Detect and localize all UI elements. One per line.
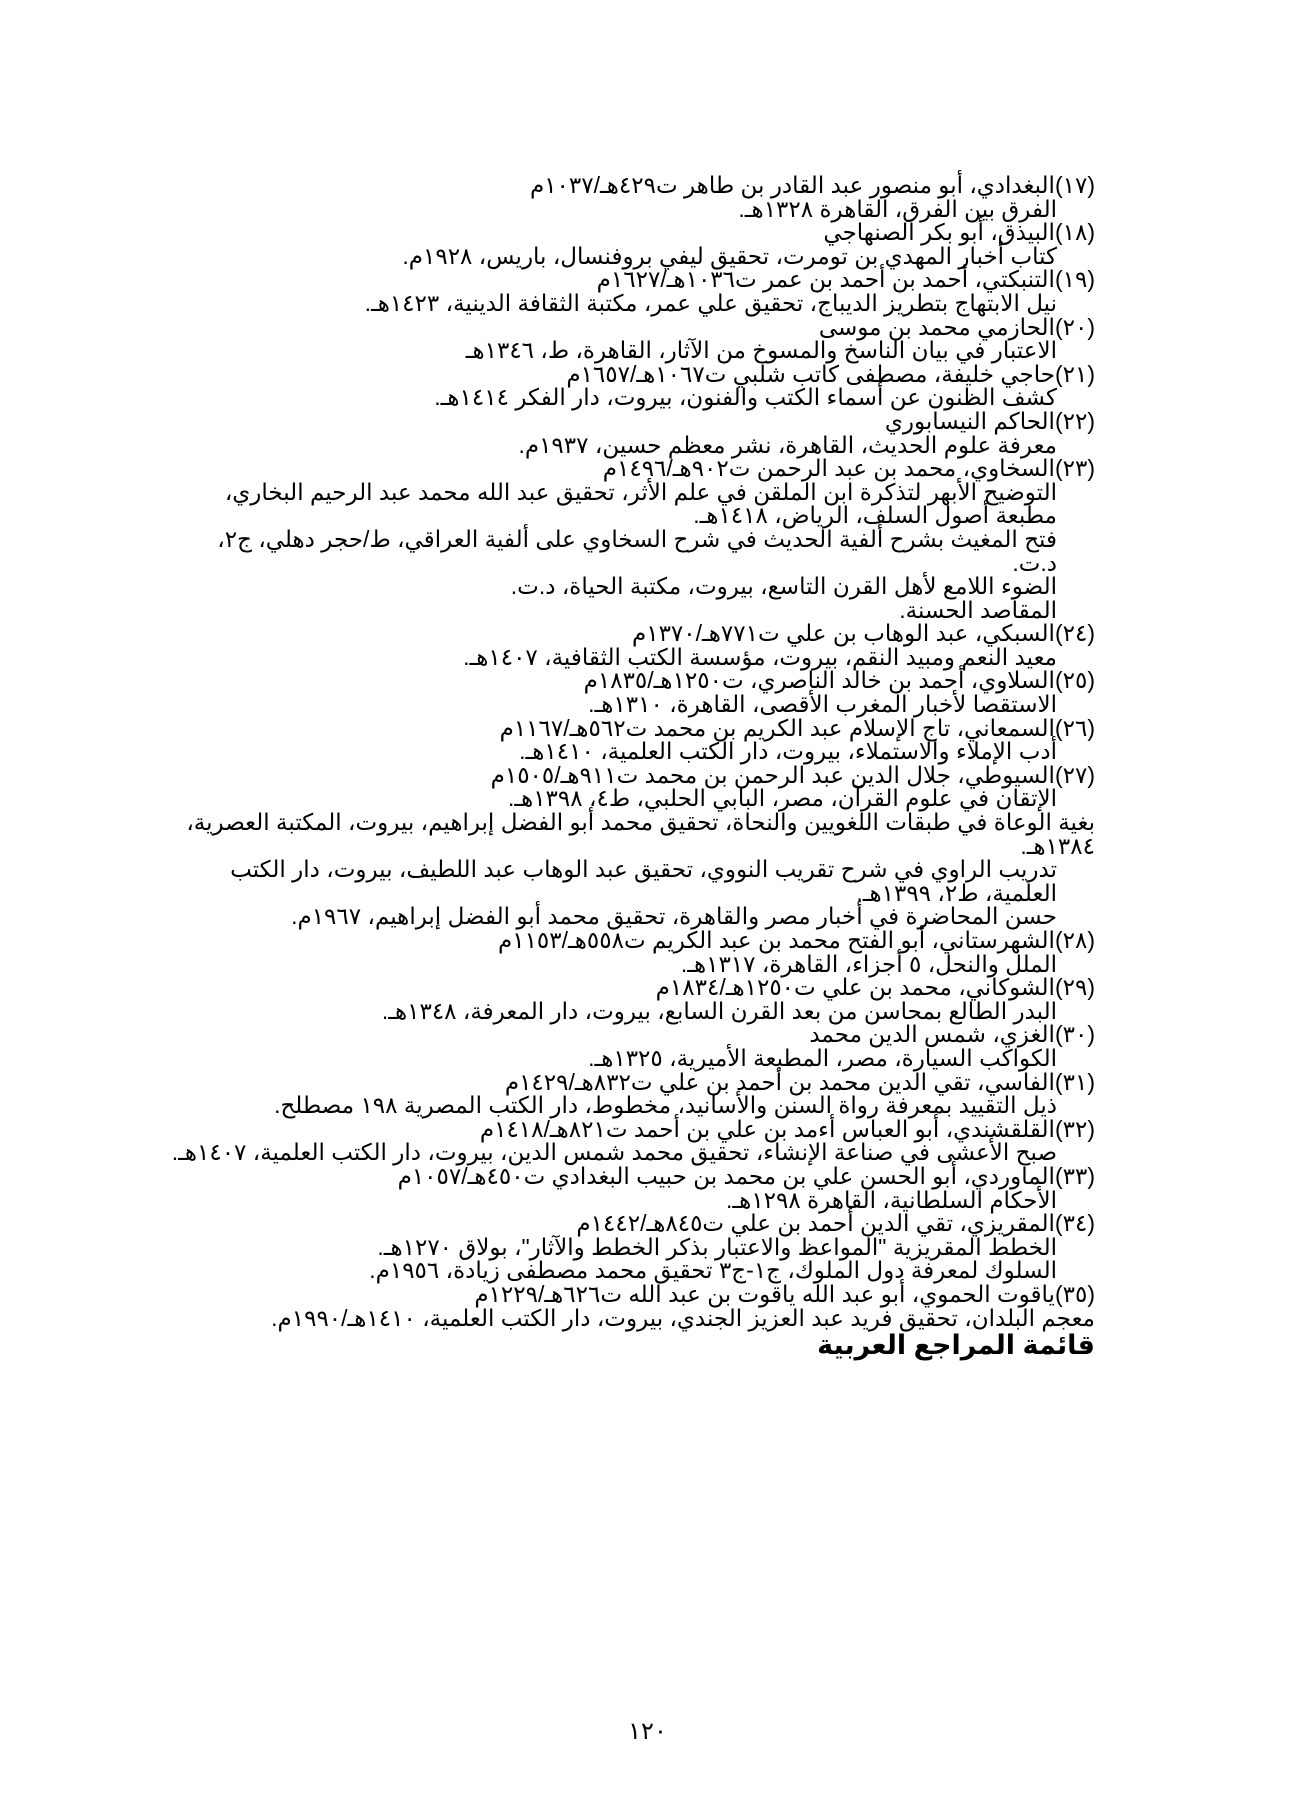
reference-entry-text: نيل الابتهاج بتطريز الديباج، تحقيق علي عمر، مكتبة الثقافة الدينية، ١٤٢٣هـ. xyxy=(364,289,1057,316)
reference-entry-header: (٢٠)الحازمي محمد بن موسى xyxy=(818,313,1095,340)
reference-entry-header: (١٩)التنبكتي، أحمد بن أحمد بن عمر ت١٠٣٦هـ/١٦٢٧م xyxy=(596,266,1095,293)
reference-entry-text: أدب الإملاء والاستملاء، بيروت، دار الكتب العلمية، ١٤١٠هـ. xyxy=(519,738,1057,765)
reference-entry-header: (٢٩)الشوكاني، محمد بن علي ت١٢٥٠هـ/١٨٣٤م xyxy=(655,974,1095,1001)
reference-entry-text: الاعتبار في بيان الناسخ والمسوخ من الآثار، القاهرة، ط، ١٣٤٦هـ xyxy=(465,337,1057,364)
reference-entry-text: التوضيح الأبهر لتذكرة ابن الملقن في علم الأثر، تحقيق عبد الله محمد عبد الرحيم البخاري، مطبعة أصول السلف، الرياض، ١٤١٨هـ. xyxy=(224,478,1057,529)
reference-entry-header: (١٧)البغدادي، أبو منصور عبد القادر بن طاهر ت٤٢٩هـ/١٠٣٧م xyxy=(529,172,1095,198)
reference-entry-text: فتح المغيث بشرح ألفية الحديث في شرح السخاوي على ألفية العراقي، ط/حجر دهلي، ج٢، د.ت. xyxy=(217,525,1057,576)
reference-entry-text: الكواكب السيارة، مصر، المطبعة الأميرية، ١٣٢٥هـ. xyxy=(588,1044,1057,1071)
reference-entry-header: (٢١)حاجي خليفة، مصطفى كاتب شلبي ت١٠٦٧هـ/١٦٥٧م xyxy=(566,360,1095,387)
reference-entry-header: (٣٠)الغزي، شمس الدين محمد xyxy=(809,1021,1095,1048)
reference-entry-text: الاستقصا لأخبار المغرب الأقصى، القاهرة، ١٣١٠هـ. xyxy=(588,691,1057,718)
section-heading: قائمة المراجع العربية xyxy=(817,1330,1095,1361)
reference-entry-text: كتاب أخبار المهدي بن تومرت، تحقيق ليفي بروفنسال، باريس، ١٩٢٨م. xyxy=(402,242,1057,269)
reference-entry-text: كشف الظنون عن أسماء الكتب والفنون، بيروت، دار الفكر ١٤١٤هـ. xyxy=(434,384,1057,411)
reference-entry-text: المقاصد الحسنة. xyxy=(899,596,1057,623)
reference-entry-header: (٢٨)الشهرستاني، أبو الفتح محمد بن عبد الكريم ت٥٥٨هـ/١١٥٣م xyxy=(497,927,1095,953)
reference-entry-text: الضوء اللامع لأهل القرن التاسع، بيروت، مكتبة الحياة، د.ت. xyxy=(510,573,1057,600)
reference-entry-text: الأحكام السلطانية، القاهرة ١٢٩٨هـ. xyxy=(726,1186,1057,1213)
reference-entry-text: صبح الأعشى في صناعة الإنشاء، تحقيق محمد شمس الدين، بيروت، دار الكتب العلمية، ١٤٠٧هـ. xyxy=(171,1139,1057,1166)
reference-entry-header: (٣٥)ياقوت الحموي، أبو عبد الله ياقوت بن عبد الله ت٦٢٦هـ/١٢٢٩م xyxy=(474,1280,1095,1307)
reference-entry-header: (٣٣)الماوردي، أبو الحسن علي بن محمد بن حبيب البغدادي ت٤٥٠هـ/١٠٥٧م xyxy=(397,1162,1095,1189)
reference-entry-header: (٢٢)الحاكم النيسابوري xyxy=(884,407,1095,434)
reference-entry-header: (٣٤)المقريزي، تقي الدين أحمد بن علي ت٨٤٥هـ/١٤٤٢م xyxy=(576,1210,1095,1237)
reference-entry-header: (٢٤)السبكي، عبد الوهاب بن علي ت٧٧١هـ/١٣٧٠م xyxy=(631,620,1095,647)
reference-entry-text: الخطط المقريزية "المواعظ والاعتبار بذكر الخطط والآثار"، بولاق ١٢٧٠هـ. xyxy=(377,1233,1057,1260)
reference-entry-header: (٢٣)السخاوي، محمد بن عبد الرحمن ت٩٠٢هـ/١٤٩٦م xyxy=(602,455,1095,482)
reference-entry-header: معجم البلدان، تحقيق فريد عبد العزيز الجندي، بيروت، دار الكتب العلمية، ١٤١٠هـ/١٩٩٠م. xyxy=(271,1304,1095,1331)
reference-entry-text: الملل والنحل، ٥ أجزاء، القاهرة، ١٣١٧هـ. xyxy=(680,950,1057,977)
reference-entry-header: بغية الوعاة في طبقات اللغويين والنحاة، تحقيق محمد أبو الفضل إبراهيم، بيروت، المكتبة العصرية، ١٣٨٤هـ. xyxy=(186,809,1095,859)
reference-entry-text: السلوك لمعرفة دول الملوك، ج١-ج٣ تحقيق محمد مصطفى زيادة، ١٩٥٦م. xyxy=(369,1257,1057,1284)
reference-entry-header: (١٨)البيذق، أبو بكر الصنهاجي xyxy=(823,219,1095,246)
bibliography-list xyxy=(170,174,1095,1360)
reference-entry-text: تدريب الراوي في شرح تقريب النووي، تحقيق عبد الوهاب عبد اللطيف، بيروت، دار الكتب العلمية، ط٢، ١٣٩٩هـ. xyxy=(230,856,1057,906)
reference-entry-header: (٢٥)السلاوي، أحمد بن خالد الناصري، ت١٢٥٠هـ/١٨٣٥م xyxy=(583,667,1095,694)
reference-entry-text: حسن المحاضرة في أخبار مصر والقاهرة، تحقيق محمد أبو الفضل إبراهيم، ١٩٦٧م. xyxy=(291,903,1057,930)
reference-entry-header: (٣٢)القلقشندي، أبو العباس أءمد بن علي بن أحمد ت٨٢١هـ/١٤١٨م xyxy=(479,1115,1095,1142)
reference-entry-header: (٢٦)السمعاني، تاج الإسلام عبد الكريم بن محمد ت٥٦٢هـ/١١٦٧م xyxy=(499,714,1095,741)
reference-entry-text: معرفة علوم الحديث، القاهرة، نشر معظم حسين، ١٩٣٧م. xyxy=(518,431,1057,458)
reference-entry-text: ذيل التقييد بمعرفة رواة السنن والأسانيد، مخطوط، دار الكتب المصرية ١٩٨ مصطلح. xyxy=(274,1092,1057,1119)
page-number: ١٢٠ xyxy=(628,1718,667,1745)
reference-entry-text: البدر الطالع بمحاسن من بعد القرن السابع، بيروت، دار المعرفة، ١٣٤٨هـ. xyxy=(381,997,1057,1024)
reference-entry-header: (٣١)الفاسي، تقي الدين محمد بن أحمد بن علي ت٨٣٢هـ/١٤٢٩م xyxy=(504,1068,1095,1095)
reference-entry-text: الفرق بين الفرق، القاهرة ١٣٢٨هـ. xyxy=(738,195,1057,222)
reference-entry-text: الإتقان في علوم القرآن، مصر، البابي الحلبي، ط٤، ١٣٩٨هـ. xyxy=(507,785,1057,812)
reference-entry-text: معيد النعم ومبيد النقم، بيروت، مؤسسة الكتب الثقافية، ١٤٠٧هـ. xyxy=(463,643,1057,670)
reference-entry-header: (٢٧)السيوطي، جلال الدين عبد الرحمن بن محمد ت٩١١هـ/١٥٠٥م xyxy=(490,761,1095,788)
